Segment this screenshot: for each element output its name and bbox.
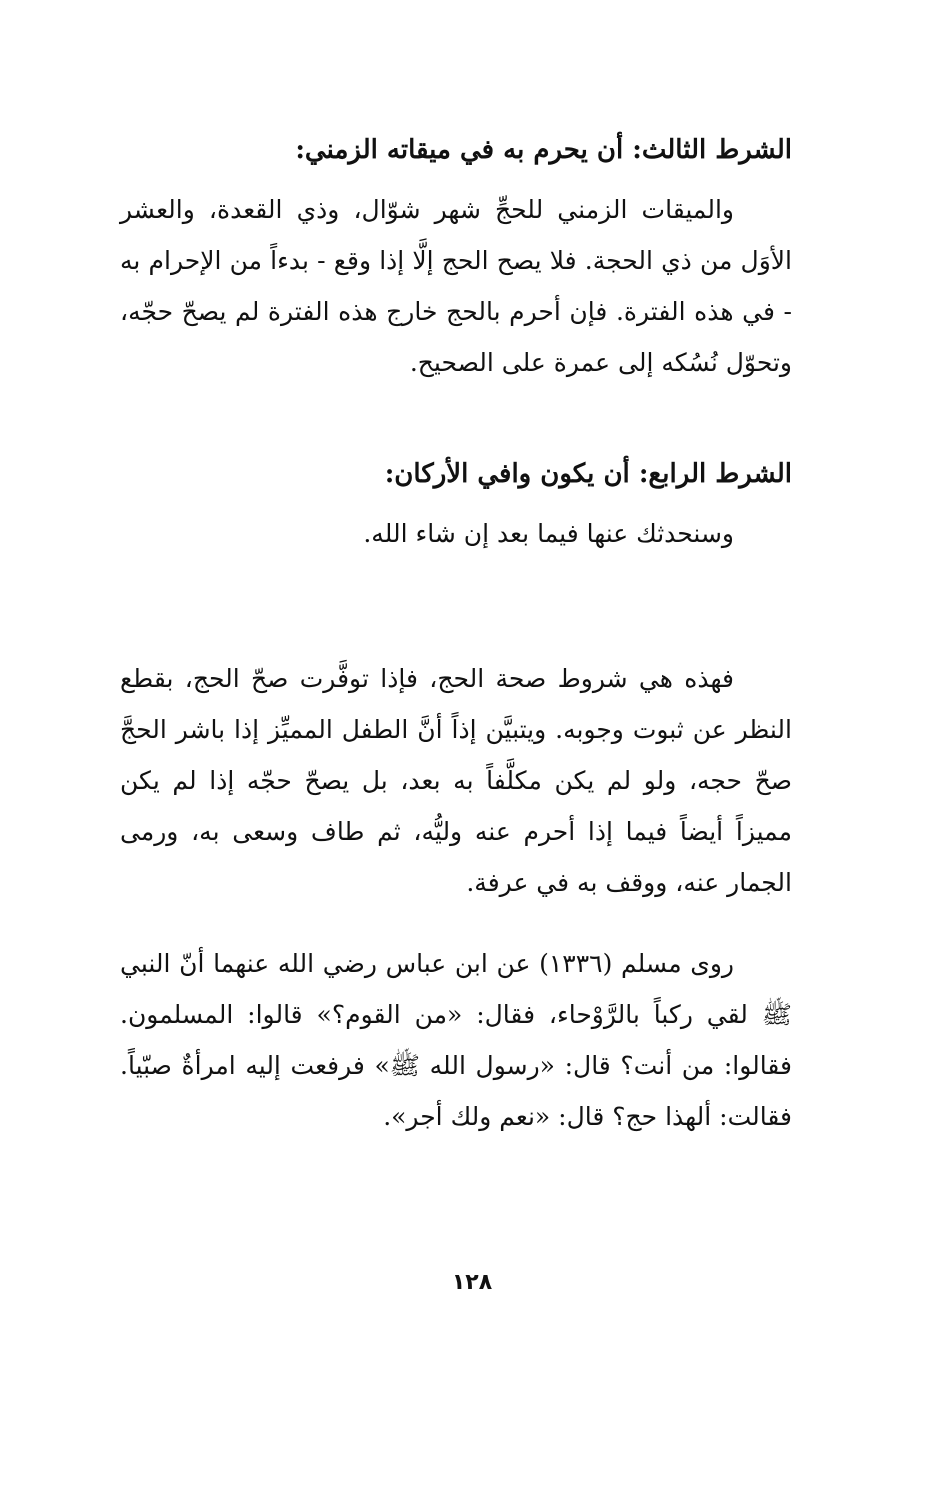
section-heading-third-condition: الشرط الثالث: أن يحرم به في ميقاته الزمني: bbox=[295, 135, 792, 165]
body-paragraph-hadith: روى مسلم (١٣٣٦) عن ابن عباس رضي الله عنهما أنّ النبي ﷺ لقي ركباً بالرَّوْحاء، فقال: «من القوم؟» قالوا: المسلمون. فقالوا: من أنت؟ قال: «رسول الله ﷺ» فرفعت إليه امرأةٌ صبّياً. فقالت: ألهذا حج؟ قال: «نعم ولك أجر». bbox=[120, 949, 792, 1131]
body-paragraph-summary: فهذه هي شروط صحة الحج، فإذا توفَّرت صحّ الحج، بقطع النظر عن ثبوت وجوبه. ويتبيَّن إذاً أنَّ الطفل المميِّز إذا باشر الحجَّ صحّ حجه، ولو لم يكن مكلَّفاً به بعد، بل يصحّ حجّه إذا لم يكن مميزاً أيضاً فيما إذا أحرم عنه وليُّه، ثم طاف وسعى به، ورمى الجمار عنه، ووقف به في عرفة. bbox=[120, 664, 792, 897]
section-paragraph-pillars: وسنحدثك عنها فيما بعد إن شاء الله. bbox=[363, 519, 734, 548]
page-content bbox=[120, 130, 792, 1142]
page-number: ١٢٨ bbox=[451, 1270, 493, 1295]
section-heading-fourth-condition: الشرط الرابع: أن يكون وافي الأركان: bbox=[384, 459, 792, 489]
section-paragraph-time-miqat: والميقات الزمني للحجِّ شهر شوّال، وذي القعدة، والعشر الأوَل من ذي الحجة. فلا يصح الحج إلَّا إذا وقع - بدءاً من الإحرام به - في هذه الفترة. فإن أحرم بالحج خارج هذه الفترة لم يصحّ حجّه، وتحوّل نُسُكه إلى عمرة على الصحيح. bbox=[120, 195, 792, 377]
